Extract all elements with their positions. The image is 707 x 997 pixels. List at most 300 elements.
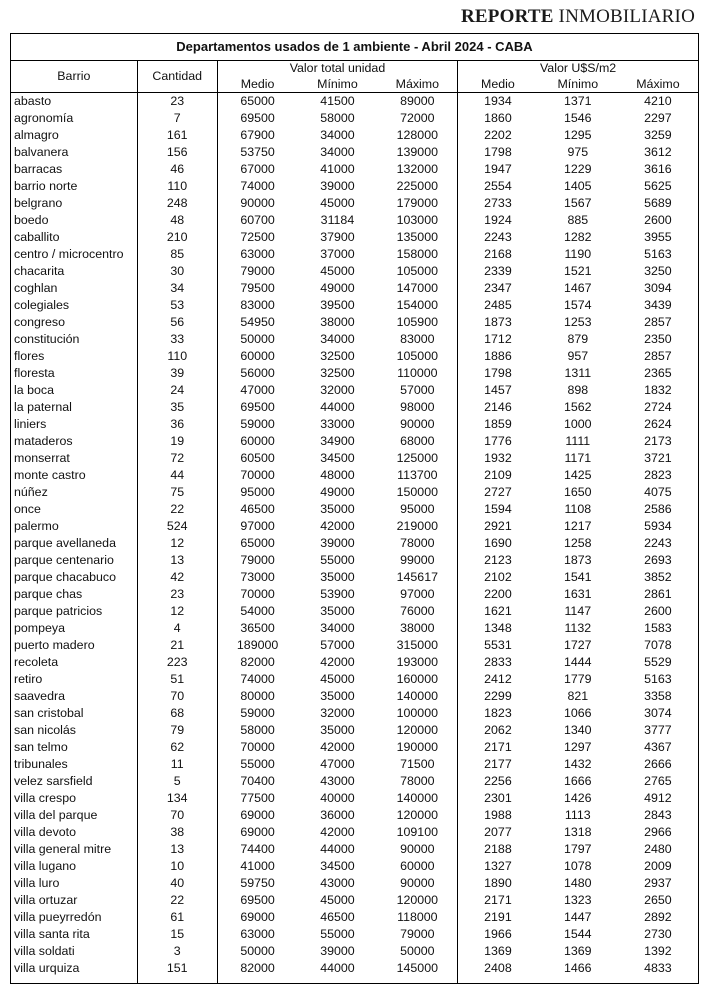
cell-cantidad: 11: [137, 756, 217, 773]
cell-m2-medio: 2485: [458, 297, 538, 314]
cell-barrio: velez sarsfield: [14, 774, 93, 788]
cell-total-minimo: 35000: [320, 502, 355, 516]
cell-total-minimo: 46500: [320, 910, 355, 924]
cell-m2-maximo: 3094: [644, 281, 672, 295]
header-total-maximo: Máximo: [378, 76, 458, 93]
cell-total-medio: 82000: [217, 654, 297, 671]
cell-cantidad: 39: [137, 365, 217, 382]
cell-m2-maximo: 1832: [644, 383, 672, 397]
table-row: [11, 212, 698, 229]
cell-total-maximo: 50000: [400, 944, 435, 958]
header-m2-medio: Medio: [458, 76, 538, 93]
header-m2-maximo: Máximo: [618, 76, 698, 93]
cell-total-medio: 70000: [217, 739, 297, 756]
cell-total-maximo: 118000: [397, 910, 438, 924]
cell-total-medio: 79000: [217, 552, 297, 569]
cell-m2-minimo: 885: [567, 213, 589, 227]
cell-barrio: villa crespo: [14, 791, 76, 805]
cell-total-maximo: 100000: [396, 706, 438, 720]
cell-total-medio: 77500: [217, 790, 297, 807]
table-row: [11, 195, 698, 212]
table-row: [11, 654, 698, 671]
cell-total-minimo: 45000: [320, 672, 355, 686]
cell-barrio: villa lugano: [14, 859, 76, 873]
table-row: [11, 467, 698, 484]
cell-m2-minimo: 1111: [565, 434, 591, 448]
cell-m2-minimo: 1521: [564, 264, 592, 278]
cell-cantidad: 62: [137, 739, 217, 756]
cell-total-medio: 54000: [217, 603, 297, 620]
cell-total-medio: 69000: [217, 824, 297, 841]
table-row: [11, 263, 698, 280]
cell-m2-maximo: 2724: [644, 400, 672, 414]
cell-total-medio: 80000: [217, 688, 297, 705]
cell-m2-minimo: 1426: [564, 791, 592, 805]
cell-m2-maximo: 2600: [644, 213, 672, 227]
cell-m2-medio: 1369: [458, 943, 538, 960]
table-row: [11, 144, 698, 161]
cell-total-minimo: 57000: [320, 638, 355, 652]
header-m2-minimo: Mínimo: [538, 76, 618, 93]
cell-m2-maximo: 2350: [644, 332, 672, 346]
cell-m2-maximo: 1392: [644, 944, 672, 958]
cell-cantidad: 51: [137, 671, 217, 688]
cell-cantidad: 13: [137, 552, 217, 569]
cell-m2-minimo: 1295: [564, 128, 592, 142]
cell-barrio: once: [14, 502, 41, 516]
cell-m2-minimo: 1282: [564, 230, 592, 244]
cell-total-minimo: 39500: [320, 298, 355, 312]
cell-total-medio: 74000: [217, 671, 297, 688]
table-body: [11, 93, 698, 984]
cell-m2-maximo: 2586: [644, 502, 672, 516]
cell-m2-medio: 1966: [458, 926, 538, 943]
cell-total-minimo: 44000: [320, 400, 355, 414]
cell-total-maximo: 219000: [396, 519, 438, 533]
cell-cantidad: 22: [137, 892, 217, 909]
cell-m2-medio: 2833: [458, 654, 538, 671]
cell-m2-medio: 2412: [458, 671, 538, 688]
cell-total-minimo: 32000: [320, 706, 355, 720]
cell-total-maximo: 140000: [396, 689, 438, 703]
cell-total-maximo: 71500: [400, 757, 435, 771]
cell-total-maximo: 158000: [396, 247, 438, 261]
table-row: [11, 807, 698, 824]
cell-cantidad: 85: [137, 246, 217, 263]
cell-total-medio: 73000: [217, 569, 297, 586]
cell-m2-minimo: 1253: [564, 315, 592, 329]
cell-cantidad: 30: [137, 263, 217, 280]
cell-total-medio: 50000: [217, 943, 297, 960]
cell-total-maximo: 113700: [397, 468, 438, 482]
cell-m2-minimo: 1873: [564, 553, 592, 567]
cell-m2-minimo: 1567: [564, 196, 592, 210]
cell-total-minimo: 48000: [320, 468, 355, 482]
report-table-container: [10, 33, 699, 984]
cell-m2-medio: 1886: [458, 348, 538, 365]
cell-barrio: núñez: [14, 485, 48, 499]
cell-total-maximo: 60000: [400, 859, 435, 873]
cell-m2-medio: 1594: [458, 501, 538, 518]
cell-m2-maximo: 2823: [644, 468, 672, 482]
cell-total-minimo: 32000: [320, 383, 355, 397]
cell-m2-maximo: 4210: [644, 94, 672, 108]
cell-total-minimo: 35000: [320, 570, 355, 584]
cell-m2-maximo: 2480: [644, 842, 672, 856]
cell-cantidad: 3: [137, 943, 217, 960]
table-row: [11, 382, 698, 399]
cell-m2-maximo: 2666: [644, 757, 672, 771]
cell-barrio: almagro: [14, 128, 59, 142]
cell-m2-maximo: 3250: [644, 264, 672, 278]
cell-total-minimo: 45000: [320, 893, 355, 907]
cell-total-medio: 69000: [217, 807, 297, 824]
cell-total-medio: 69500: [217, 399, 297, 416]
cell-cantidad: 161: [137, 127, 217, 144]
table-row: [11, 892, 698, 909]
table-row: [11, 314, 698, 331]
cell-m2-maximo: 2650: [644, 893, 672, 907]
cell-total-medio: 60500: [217, 450, 297, 467]
cell-cantidad: 12: [137, 535, 217, 552]
cell-m2-medio: 2727: [458, 484, 538, 501]
table-row: [11, 739, 698, 756]
cell-total-maximo: 110000: [397, 366, 438, 380]
cell-m2-minimo: 1113: [564, 808, 591, 822]
cell-m2-maximo: 3955: [644, 230, 672, 244]
cell-cantidad: 70: [137, 688, 217, 705]
cell-m2-minimo: 1371: [564, 94, 592, 108]
cell-m2-maximo: 5934: [644, 519, 672, 533]
cell-m2-medio: 2347: [458, 280, 538, 297]
cell-total-minimo: 41000: [320, 162, 355, 176]
cell-cantidad: 61: [137, 909, 217, 926]
cell-m2-minimo: 1340: [564, 723, 592, 737]
cell-total-minimo: 37900: [320, 230, 355, 244]
cell-total-maximo: 315000: [396, 638, 438, 652]
cell-total-medio: 74000: [217, 178, 297, 195]
cell-m2-minimo: 1297: [564, 740, 592, 754]
cell-m2-maximo: 2857: [644, 349, 672, 363]
cell-total-medio: 63000: [217, 246, 297, 263]
cell-m2-medio: 2200: [458, 586, 538, 603]
cell-total-minimo: 49000: [320, 281, 355, 295]
cell-cantidad: 44: [137, 467, 217, 484]
cell-cantidad: 33: [137, 331, 217, 348]
cell-m2-minimo: 1546: [564, 111, 592, 125]
cell-m2-medio: 1798: [458, 365, 538, 382]
cell-total-minimo: 47000: [320, 757, 355, 771]
cell-total-minimo: 42000: [320, 740, 355, 754]
cell-total-minimo: 53900: [320, 587, 355, 601]
cell-m2-maximo: 5529: [644, 655, 672, 669]
cell-barrio: parque chacabuco: [14, 570, 116, 584]
cell-total-minimo: 40000: [320, 791, 355, 805]
cell-total-medio: 47000: [217, 382, 297, 399]
cell-total-minimo: 58000: [320, 111, 355, 125]
cell-barrio: belgrano: [14, 196, 63, 210]
cell-m2-minimo: 1480: [564, 876, 592, 890]
cell-m2-medio: 2077: [458, 824, 538, 841]
cell-barrio: retiro: [14, 672, 43, 686]
cell-m2-medio: 2123: [458, 552, 538, 569]
cell-total-maximo: 145617: [396, 570, 438, 584]
cell-m2-maximo: 2857: [644, 315, 672, 329]
cell-m2-maximo: 3259: [644, 128, 672, 142]
cell-total-minimo: 42000: [320, 825, 355, 839]
cell-total-minimo: 38000: [320, 315, 355, 329]
table-row: [11, 790, 698, 807]
cell-barrio: agronomía: [14, 111, 74, 125]
cell-m2-medio: 1932: [458, 450, 538, 467]
cell-total-maximo: 105000: [396, 264, 438, 278]
cell-m2-medio: 1934: [458, 93, 538, 111]
cell-m2-minimo: 975: [567, 145, 589, 159]
cell-m2-minimo: 1217: [564, 519, 592, 533]
cell-m2-medio: 2146: [458, 399, 538, 416]
cell-m2-maximo: 2693: [644, 553, 672, 567]
cell-barrio: boedo: [14, 213, 49, 227]
table-row: [11, 756, 698, 773]
cell-total-minimo: 36000: [320, 808, 355, 822]
table-row: [11, 127, 698, 144]
cell-total-medio: 82000: [217, 960, 297, 983]
cell-m2-minimo: 1447: [564, 910, 592, 924]
table-row: [11, 297, 698, 314]
cell-total-medio: 55000: [217, 756, 297, 773]
cell-barrio: caballito: [14, 230, 60, 244]
cell-m2-maximo: 2892: [644, 910, 672, 924]
table-row: [11, 960, 698, 983]
cell-total-minimo: 34500: [320, 859, 355, 873]
cell-total-maximo: 128000: [396, 128, 438, 142]
cell-m2-minimo: 1574: [564, 298, 592, 312]
cell-total-medio: 67900: [217, 127, 297, 144]
cell-m2-medio: 2177: [458, 756, 538, 773]
cell-total-maximo: 225000: [396, 179, 438, 193]
table-row: [11, 875, 698, 892]
cell-cantidad: 24: [137, 382, 217, 399]
cell-m2-medio: 1924: [458, 212, 538, 229]
cell-m2-medio: 1621: [458, 603, 538, 620]
cell-total-medio: 41000: [217, 858, 297, 875]
cell-barrio: balvanera: [14, 145, 69, 159]
cell-barrio: colegiales: [14, 298, 70, 312]
cell-total-medio: 56000: [217, 365, 297, 382]
cell-total-maximo: 135000: [396, 230, 438, 244]
cell-m2-minimo: 1425: [564, 468, 592, 482]
cell-barrio: parque avellaneda: [14, 536, 116, 550]
cell-barrio: villa santa rita: [14, 927, 90, 941]
table-row: [11, 603, 698, 620]
table-row: [11, 93, 698, 111]
cell-m2-maximo: 2173: [644, 434, 672, 448]
cell-m2-medio: 2339: [458, 263, 538, 280]
cell-m2-minimo: 1318: [564, 825, 592, 839]
cell-total-medio: 59000: [217, 416, 297, 433]
cell-barrio: villa ortuzar: [14, 893, 78, 907]
cell-total-medio: 58000: [217, 722, 297, 739]
cell-m2-maximo: 5163: [644, 672, 672, 686]
cell-barrio: san telmo: [14, 740, 68, 754]
cell-total-medio: 59000: [217, 705, 297, 722]
cell-total-maximo: 95000: [400, 502, 435, 516]
cell-barrio: villa luro: [14, 876, 60, 890]
cell-total-minimo: 34000: [320, 332, 355, 346]
cell-total-medio: 69500: [217, 110, 297, 127]
cell-m2-minimo: 1466: [564, 961, 592, 975]
cell-barrio: barrio norte: [14, 179, 78, 193]
table-row: [11, 841, 698, 858]
cell-m2-minimo: 1631: [564, 587, 592, 601]
cell-m2-minimo: 1727: [564, 638, 592, 652]
cell-total-maximo: 90000: [400, 417, 435, 431]
cell-m2-minimo: 1066: [564, 706, 592, 720]
cell-cantidad: 38: [137, 824, 217, 841]
cell-m2-minimo: 1147: [564, 604, 592, 618]
header-group-valor-m2: Valor U$S/m2: [458, 61, 698, 76]
cell-m2-minimo: 1323: [564, 893, 592, 907]
cell-m2-medio: 1712: [458, 331, 538, 348]
cell-m2-minimo: 1171: [564, 451, 592, 465]
cell-m2-maximo: 2730: [644, 927, 672, 941]
cell-total-minimo: 34000: [320, 621, 355, 635]
cell-cantidad: 13: [137, 841, 217, 858]
table-row: [11, 824, 698, 841]
table-row: [11, 178, 698, 195]
cell-cantidad: 79: [137, 722, 217, 739]
cell-total-minimo: 37000: [320, 247, 355, 261]
cell-cantidad: 40: [137, 875, 217, 892]
cell-total-medio: 60000: [217, 433, 297, 450]
cell-cantidad: 46: [137, 161, 217, 178]
cell-cantidad: 156: [137, 144, 217, 161]
cell-total-maximo: 105000: [396, 349, 438, 363]
cell-cantidad: 36: [137, 416, 217, 433]
table-row: [11, 246, 698, 263]
cell-cantidad: 56: [137, 314, 217, 331]
table-row: [11, 229, 698, 246]
cell-barrio: parque patricios: [14, 604, 103, 618]
cell-m2-maximo: 4912: [644, 791, 672, 805]
cell-m2-medio: 1690: [458, 535, 538, 552]
cell-m2-medio: 2202: [458, 127, 538, 144]
cell-total-maximo: 98000: [400, 400, 435, 414]
cell-m2-medio: 2191: [458, 909, 538, 926]
cell-cantidad: 34: [137, 280, 217, 297]
cell-m2-minimo: 1229: [564, 162, 592, 176]
cell-barrio: parque chas: [14, 587, 83, 601]
cell-barrio: villa pueyrredón: [14, 910, 102, 924]
cell-total-maximo: 103000: [396, 213, 438, 227]
cell-cantidad: 72: [137, 450, 217, 467]
cell-cantidad: 19: [137, 433, 217, 450]
cell-m2-medio: 1327: [458, 858, 538, 875]
cell-cantidad: 7: [137, 110, 217, 127]
cell-m2-medio: 1823: [458, 705, 538, 722]
cell-m2-medio: 1776: [458, 433, 538, 450]
cell-total-medio: 69500: [217, 892, 297, 909]
table-row: [11, 433, 698, 450]
cell-total-minimo: 45000: [320, 196, 355, 210]
cell-m2-medio: 2733: [458, 195, 538, 212]
cell-total-medio: 54950: [217, 314, 297, 331]
cell-barrio: congreso: [14, 315, 65, 329]
cell-m2-minimo: 1779: [564, 672, 592, 686]
table-row: [11, 399, 698, 416]
cell-barrio: chacarita: [14, 264, 65, 278]
table-row: [11, 705, 698, 722]
cell-barrio: monserrat: [14, 451, 70, 465]
cell-total-minimo: 39000: [320, 944, 355, 958]
table-row: [11, 773, 698, 790]
table-row: [11, 110, 698, 127]
cell-total-maximo: 57000: [400, 383, 435, 397]
cell-m2-medio: 1890: [458, 875, 538, 892]
table-row: [11, 348, 698, 365]
cell-total-medio: 90000: [217, 195, 297, 212]
cell-barrio: puerto madero: [14, 638, 95, 652]
cell-total-medio: 70000: [217, 467, 297, 484]
cell-total-minimo: 43000: [320, 774, 355, 788]
cell-barrio: parque centenario: [14, 553, 114, 567]
cell-m2-minimo: 1190: [564, 247, 592, 261]
cell-m2-minimo: 1369: [564, 944, 592, 958]
cell-m2-maximo: 2243: [644, 536, 672, 550]
cell-m2-maximo: 3612: [644, 145, 672, 159]
cell-m2-medio: 2102: [458, 569, 538, 586]
cell-total-minimo: 44000: [320, 842, 355, 856]
cell-cantidad: 15: [137, 926, 217, 943]
cell-total-minimo: 34000: [320, 145, 355, 159]
cell-total-minimo: 43000: [320, 876, 355, 890]
table-row: [11, 552, 698, 569]
cell-m2-maximo: 3852: [644, 570, 672, 584]
cell-total-minimo: 32500: [320, 349, 355, 363]
cell-barrio: recoleta: [14, 655, 59, 669]
cell-total-medio: 72500: [217, 229, 297, 246]
table-row: [11, 688, 698, 705]
header-group-valor-total: Valor total unidad: [217, 61, 457, 76]
cell-total-minimo: 39000: [320, 536, 355, 550]
cell-total-minimo: 41500: [320, 94, 355, 108]
cell-total-medio: 36500: [217, 620, 297, 637]
cell-barrio: san nicolás: [14, 723, 76, 737]
cell-m2-maximo: 2937: [644, 876, 672, 890]
cell-total-maximo: 147000: [396, 281, 438, 295]
cell-total-medio: 53750: [217, 144, 297, 161]
table-row: [11, 518, 698, 535]
cell-m2-medio: 2171: [458, 892, 538, 909]
table-row: [11, 620, 698, 637]
cell-m2-maximo: 5689: [644, 196, 672, 210]
cell-m2-maximo: 2365: [644, 366, 672, 380]
data-table: [11, 61, 698, 983]
cell-m2-maximo: 2843: [644, 808, 672, 822]
cell-m2-medio: 2299: [458, 688, 538, 705]
cell-total-maximo: 145000: [396, 961, 438, 975]
cell-total-medio: 65000: [217, 535, 297, 552]
table-row: [11, 943, 698, 960]
cell-cantidad: 4: [137, 620, 217, 637]
cell-barrio: liniers: [14, 417, 47, 431]
cell-barrio: villa devoto: [14, 825, 76, 839]
cell-total-maximo: 120000: [396, 893, 438, 907]
cell-m2-medio: 2168: [458, 246, 538, 263]
cell-cantidad: 210: [137, 229, 217, 246]
cell-barrio: tribunales: [14, 757, 68, 771]
cell-barrio: pompeya: [14, 621, 65, 635]
